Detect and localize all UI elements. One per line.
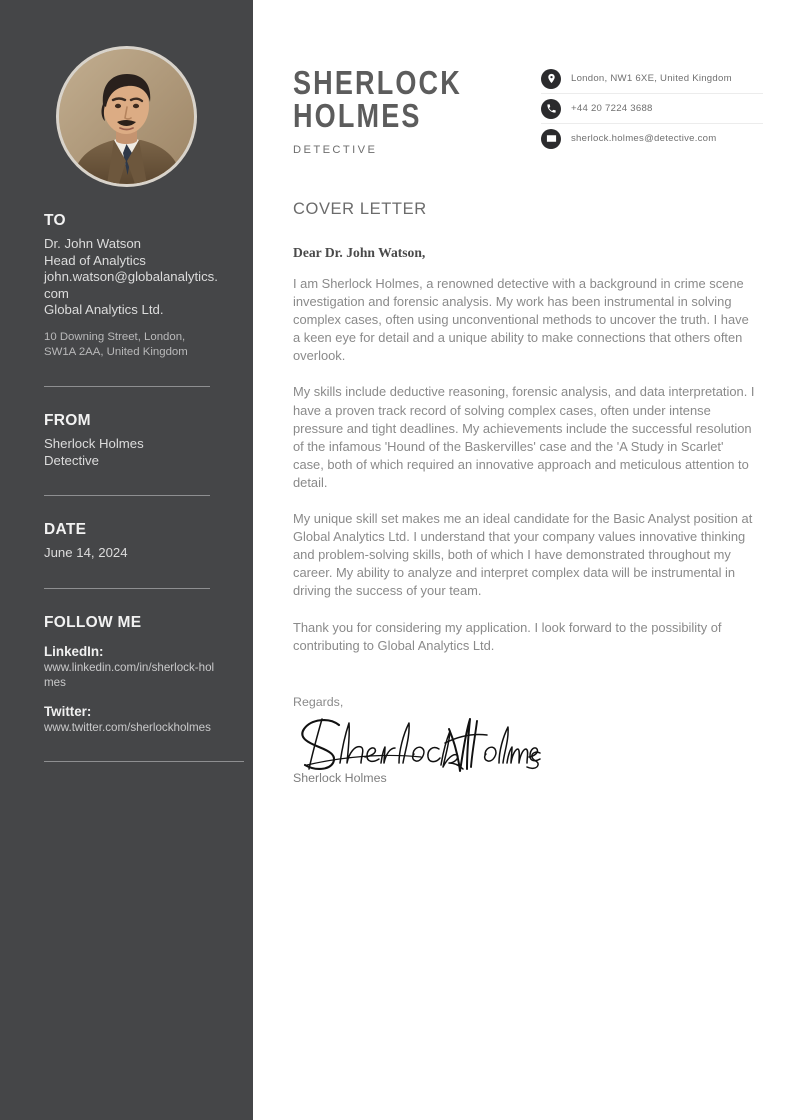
- avatar: [56, 46, 197, 187]
- sidebar: [0, 0, 253, 1120]
- divider-follow-bottom: [44, 761, 244, 762]
- date-block: [44, 521, 219, 562]
- contact-location: [541, 64, 763, 94]
- contact-list: [541, 64, 763, 153]
- portrait-illustration: [59, 49, 194, 184]
- contact-phone: [541, 94, 763, 124]
- to-line-company: Global Analytics Ltd.: [44, 302, 164, 318]
- location-text: London, NW1 6XE, United Kingdom: [571, 73, 732, 84]
- portrait-photo: [59, 49, 194, 184]
- sidebar-content: [44, 212, 219, 787]
- main-content: [253, 0, 794, 1120]
- from-block: [44, 412, 219, 469]
- paragraph-1: I am Sherlock Holmes, a renowned detective with a background in crime scene investigation and forensic analysis. My work has been instrumental in solving complex cases, often using unconventional methods to uncover the truth. I have a keen eye for detail and a unique ability to make connections that others often overlook.: [293, 276, 749, 364]
- from-line-name: Sherlock Holmes: [44, 436, 144, 452]
- to-line-name: Dr. John Watson: [44, 236, 141, 252]
- job-title: DETECTIVE: [293, 144, 378, 156]
- twitter-label: Twitter:: [44, 703, 92, 719]
- to-address: 10 Downing Street, London, SW1A 2AA, United Kingdom: [44, 331, 188, 359]
- salutation: Dear Dr. John Watson,: [293, 245, 426, 260]
- divider-to-from: [44, 386, 210, 387]
- last-name: HOLMES: [293, 97, 422, 134]
- header: [293, 62, 763, 156]
- contact-email: [541, 124, 763, 153]
- follow-heading: FOLLOW ME: [44, 613, 142, 631]
- from-heading: FROM: [44, 412, 91, 430]
- to-heading: TO: [44, 212, 66, 229]
- phone-icon: [541, 99, 561, 119]
- page-title: COVER LETTER: [293, 200, 427, 218]
- divider-date-follow: [44, 588, 210, 589]
- linkedin-url[interactable]: www.linkedin.com/in/sherlock-holmes: [44, 661, 215, 690]
- first-name: SHERLOCK: [293, 64, 462, 101]
- linkedin-label: LinkedIn:: [44, 643, 104, 659]
- to-block: [44, 212, 219, 360]
- divider-from-date: [44, 495, 210, 496]
- date-heading: DATE: [44, 521, 87, 539]
- signature-block: [293, 695, 756, 785]
- to-line-email[interactable]: john.watson@globalanalytics.com: [44, 269, 218, 301]
- location-pin-icon: [541, 69, 561, 89]
- paragraph-3: My unique skill set makes me an ideal candidate for the Basic Analyst position at Global Analytics Ltd. I understand that your company values innovative thinking and problem-solving skills, both of which I have demonstrated throughout my career. My ability to analyze and interpret complex data will be instrumental in driving the success of your team.: [293, 511, 753, 599]
- name-block: [293, 62, 499, 156]
- phone-text: +44 20 7224 3688: [571, 103, 653, 114]
- paragraph-4: Thank you for considering my application. I look forward to the possibility of contributing to Global Analytics Ltd.: [293, 619, 722, 653]
- paragraph-2: My skills include deductive reasoning, forensic analysis, and data interpretation. I have a proven track record of solving complex cases, often under intense pressure and tight deadlines. My achievements include the successful resolution of the infamous 'Hound of the Baskervilles' case and the 'A Study in Scarlet' case, both of which required an innovative approach and meticulous attention to detail.: [293, 384, 755, 490]
- date-value: June 14, 2024: [44, 545, 128, 561]
- envelope-icon: [541, 129, 561, 149]
- follow-block: [44, 614, 219, 735]
- closing-text: Regards,: [293, 694, 344, 709]
- email-text[interactable]: sherlock.holmes@detective.com: [571, 133, 717, 144]
- from-line-role: Detective: [44, 452, 99, 468]
- twitter-url[interactable]: www.twitter.com/sherlockholmes: [44, 720, 211, 734]
- to-line-title: Head of Analytics: [44, 252, 146, 268]
- handwritten-signature: [291, 713, 541, 775]
- signature-name: Sherlock Holmes: [293, 770, 387, 785]
- letter-body: [293, 200, 756, 785]
